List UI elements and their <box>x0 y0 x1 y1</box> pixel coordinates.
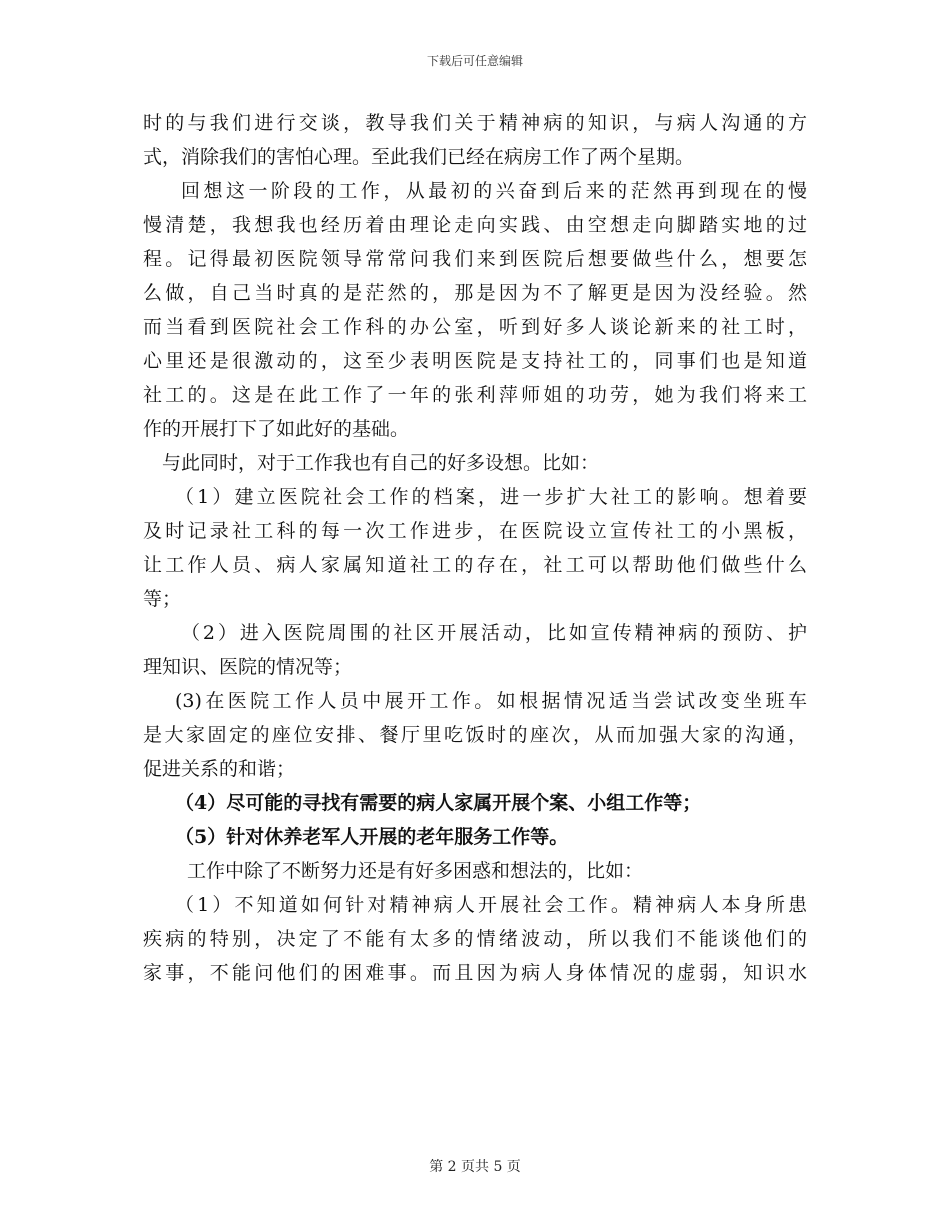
text-line: 工作中除了不断努力还是有好多困惑和想法的，比如： <box>187 860 644 882</box>
page-footer: 第 2 页共 5 页 <box>429 1159 521 1175</box>
text-line: （1）不知道如何针对精神病人开展社会工作。精神病人本身所患 <box>175 894 807 916</box>
text-line: 理知识、医院的情况等； <box>143 656 353 678</box>
text-line: 心里还是很激动的，这至少表明医院是支持社工的，同事们也是知道 <box>143 350 807 372</box>
text-line: 及时记录社工科的每一次工作进步，在医院设立宣传社工的小黑板， <box>143 520 807 542</box>
text-line: 回想这一阶段的工作，从最初的兴奋到后来的茫然再到现在的慢 <box>181 180 807 202</box>
text-line: 慢清楚，我想我也经历着由理论走向实践、由空想走向脚踏实地的过 <box>143 214 807 236</box>
text-line: 是大家固定的座位安排、餐厅里吃饭时的座次，从而加强大家的沟通， <box>143 724 807 746</box>
text-line: （4）尽可能的寻找有需要的病人家属开展个案、小组工作等； <box>175 792 702 814</box>
page-header: 下载后可任意编辑 <box>426 54 523 68</box>
text-line: 程。记得最初医院领导常常问我们来到医院后想要做些什么，想要怎 <box>143 248 807 270</box>
text-line: 让工作人员、病人家属知道社工的存在，社工可以帮助他们做些什么 <box>143 554 807 576</box>
text-line: 家事，不能问他们的困难事。而且因为病人身体情况的虚弱，知识水 <box>143 962 807 984</box>
text-line: （1）建立医院社会工作的档案，进一步扩大社工的影响。想着要 <box>175 486 807 508</box>
text-line: 促进关系的和谐； <box>143 758 296 780</box>
text-line: 式，消除我们的害怕心理。至此我们已经在病房工作了两个星期。 <box>143 146 695 168</box>
text-line: 与此同时，对于工作我也有自己的好多设想。比如： <box>162 452 600 474</box>
text-line: 时的与我们进行交谈，教导我们关于精神病的知识，与病人沟通的方 <box>143 112 807 134</box>
text-line: 等； <box>143 588 182 610</box>
text-line: 社工的。这是在此工作了一年的张利萍师姐的功劳，她为我们将来工 <box>143 384 807 406</box>
text-line: (3)在医院工作人员中展开工作。如根据情况适当尝试改变坐班车 <box>175 690 807 712</box>
document-body <box>143 106 807 990</box>
text-line: 而当看到医院社会工作科的办公室，听到好多人谈论新来的社工时， <box>143 316 807 338</box>
text-line: （5）针对休养老军人开展的老年服务工作等。 <box>175 826 569 848</box>
text-line: 疾病的特别，决定了不能有太多的情绪波动，所以我们不能谈他们的 <box>143 928 807 950</box>
text-line: 作的开展打下了如此好的基础。 <box>143 418 410 440</box>
text-line: 么做，自己当时真的是茫然的，那是因为不了解更是因为没经验。然 <box>143 282 807 304</box>
text-line: （2）进入医院周围的社区开展活动，比如宣传精神病的预防、护 <box>181 622 807 644</box>
